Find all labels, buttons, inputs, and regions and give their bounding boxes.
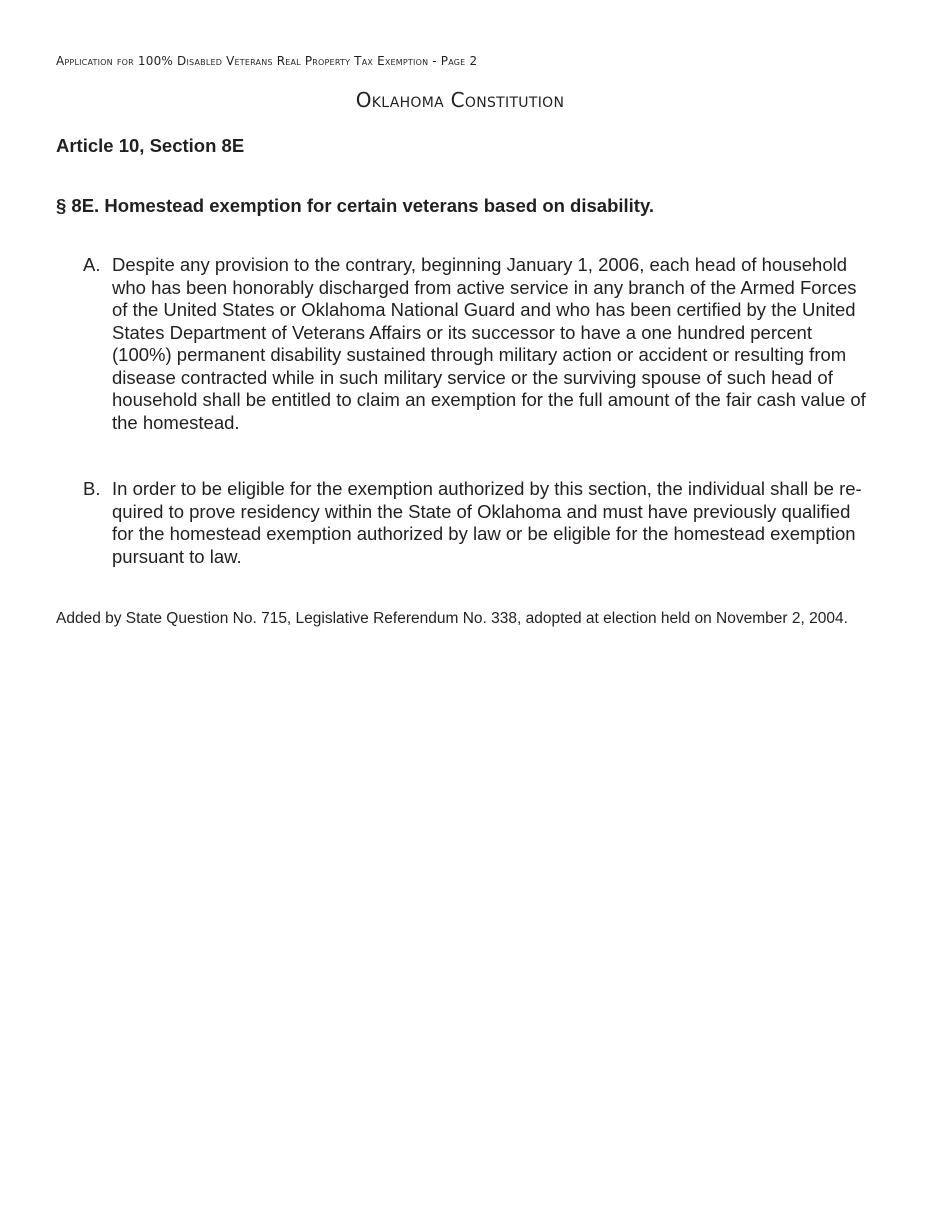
document-title: Oklahoma Constitution	[355, 88, 565, 112]
section-heading: § 8E. Homestead exemption for certain veterans based on disability.	[56, 195, 655, 216]
running-header: Application for 100% Disabled Veterans Real Property Tax Exemption - Page 2	[56, 54, 478, 68]
clause-text: In order to be eligible for the exemption authorized by this section, the individual shall be required to prove residency within the State of Oklahoma and must have previously qualified for the homestead exemption authorized by law or be eligible for the homestead exemption pursuant to law.	[112, 478, 862, 567]
clause-label: A.	[83, 254, 101, 275]
clause-a	[83, 254, 873, 434]
article-heading: Article 10, Section 8E	[56, 135, 245, 156]
footnote: Added by State Question No. 715, Legislative Referendum No. 338, adopted at election held on November 2, 2004.	[56, 610, 848, 627]
clause-label: B.	[83, 478, 101, 499]
clause-text: Despite any provision to the contrary, beginning January 1, 2006, each head of household who has been honorably discharged from active service in any branch of the Armed Forces of the United States or Oklahoma National Guard and who has been certified by the United States Department of Veterans Affairs or its successor to have a one hundred percent (100%) permanent disability sustained through military action or accident or resulting from disease contracted while in such military service or the surviving spouse of such head of household shall be entitled to claim an exemption for the full amount of the fair cash value of the homestead.	[112, 254, 866, 433]
clause-b	[83, 478, 873, 568]
